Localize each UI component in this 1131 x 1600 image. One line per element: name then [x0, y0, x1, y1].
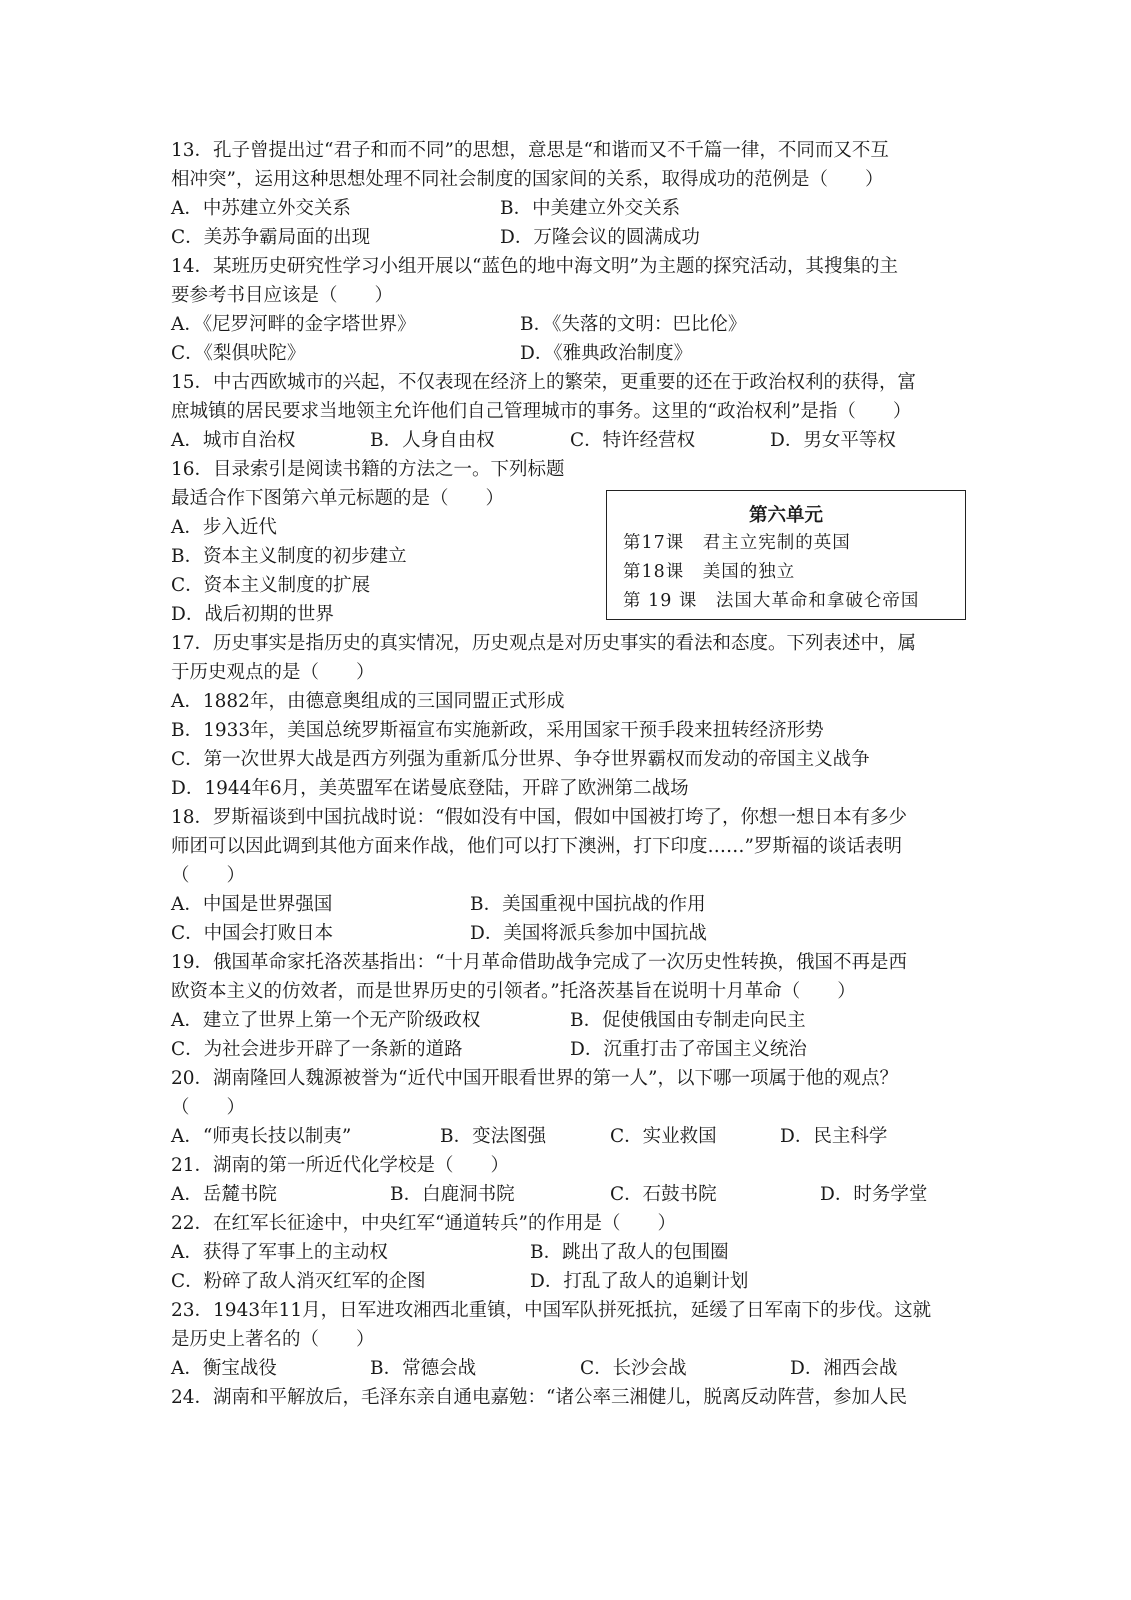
q17-option-d: D．1944年6月，美英盟军在诺曼底登陆，开辟了欧洲第二战场: [171, 778, 689, 799]
q19-option-c: C．为社会进步开辟了一条新的道路: [171, 1039, 463, 1060]
q22-option-a: A．获得了军事上的主动权: [171, 1242, 388, 1263]
q20-option-c: C．实业救国: [610, 1126, 717, 1147]
q23-stem-line2: 是历史上著名的（ ）: [171, 1329, 375, 1350]
toc-title: 第六单元: [748, 505, 823, 526]
q20-option-b: B．变法图强: [440, 1126, 547, 1147]
q18-option-b: B．美国重视中国抗战的作用: [470, 894, 706, 915]
toc-row: 第17课 君主立宪制的英国: [623, 533, 851, 553]
q18-option-a: A．中国是世界强国: [171, 894, 333, 915]
q19-option-b: B．促使俄国由专制走向民主: [570, 1010, 806, 1031]
q16-stem-line1: 16．目录索引是阅读书籍的方法之一。下列标题: [171, 459, 565, 480]
q22-stem-line1: 22．在红军长征途中，中央红军“通道转兵”的作用是（ ）: [171, 1213, 676, 1234]
q13-option-d: D．万隆会议的圆满成功: [500, 227, 700, 248]
q14-option-a: A．《尼罗河畔的金字塔世界》: [171, 314, 416, 335]
q15-option-b: B．人身自由权: [370, 430, 495, 451]
q18-stem-line3: （ ）: [171, 865, 246, 886]
q18-option-d: D．美国将派兵参加中国抗战: [470, 923, 707, 944]
q19-stem-line1: 19．俄国革命家托洛茨基指出：“十月革命借助战争完成了一次历史性转换，俄国不再是西: [171, 952, 908, 973]
q14-option-b: B．《失落的文明：巴比伦》: [520, 314, 747, 335]
q17-stem-line2: 于历史观点的是（ ）: [171, 662, 375, 683]
q23-option-b: B．常德会战: [370, 1358, 477, 1379]
toc-row: 第18课 美国的独立: [623, 562, 796, 582]
q20-stem-line2: （ ）: [171, 1097, 246, 1118]
q15-option-a: A．城市自治权: [171, 430, 296, 451]
q18-option-c: C．中国会打败日本: [171, 923, 334, 944]
q21-option-d: D．时务学堂: [820, 1184, 928, 1205]
q20-option-d: D．民主科学: [780, 1126, 888, 1147]
q16-option-c: C．资本主义制度的扩展: [171, 575, 371, 596]
q21-stem-line1: 21．湖南的第一所近代化学校是（ ）: [171, 1155, 510, 1176]
q17-stem-line1: 17．历史事实是指历史的真实情况，历史观点是对历史事实的看法和态度。下列表述中，属: [171, 633, 917, 654]
q15-option-c: C．特许经营权: [570, 430, 696, 451]
q23-option-d: D．湘西会战: [790, 1358, 898, 1379]
q15-option-d: D．男女平等权: [770, 430, 896, 451]
q19-stem-line2: 欧资本主义的仿效者，而是世界历史的引领者。”托洛茨基旨在说明十月革命（ ）: [171, 981, 856, 1002]
q13-option-c: C．美苏争霸局面的出现: [171, 227, 371, 248]
q23-option-a: A．衡宝战役: [171, 1358, 277, 1379]
q21-option-b: B．白鹿洞书院: [390, 1184, 515, 1205]
q22-option-b: B．跳出了敌人的包围圈: [530, 1242, 729, 1263]
q14-stem-line1: 14．某班历史研究性学习小组开展以“蓝色的地中海文明”为主题的探究活动，其搜集的主: [171, 256, 898, 277]
q17-option-a: A．1882年，由德意奥组成的三国同盟正式形成: [171, 691, 565, 712]
q13-stem-line1: 13．孔子曾提出过“君子和而不同”的思想，意思是“和谐而又不千篇一律，不同而又不互: [171, 140, 889, 161]
q14-option-d: D．《雅典政治制度》: [520, 343, 693, 364]
q19-option-a: A．建立了世界上第一个无产阶级政权: [171, 1010, 481, 1031]
q22-option-d: D．打乱了敌人的追剿计划: [530, 1271, 749, 1292]
q17-option-c: C．第一次世界大战是西方列强为重新瓜分世界、争夺世界霸权而发动的帝国主义战争: [171, 749, 870, 770]
q20-option-a: A．“师夷长技以制夷”: [171, 1126, 352, 1147]
q21-option-c: C．石鼓书院: [610, 1184, 717, 1205]
q22-option-c: C．粉碎了敌人消灭红军的企图: [171, 1271, 426, 1292]
q15-stem-line2: 庶城镇的居民要求当地领主允许他们自己管理城市的事务。这里的“政治权利”是指（ ）: [171, 401, 912, 422]
q17-option-b: B．1933年，美国总统罗斯福宣布实施新政，采用国家干预手段来扭转经济形势: [171, 720, 824, 741]
q18-stem-line1: 18．罗斯福谈到中国抗战时说：“假如没有中国，假如中国被打垮了，你想一想日本有多少: [171, 807, 908, 828]
q16-stem-line2: 最适合作下图第六单元标题的是（ ）: [171, 488, 505, 509]
q21-option-a: A．岳麓书院: [171, 1184, 277, 1205]
q24-stem-line1: 24．湖南和平解放后，毛泽东亲自通电嘉勉：“诸公率三湘健儿，脱离反动阵营，参加人民: [171, 1387, 908, 1408]
q16-option-a: A．步入近代: [171, 517, 277, 538]
q20-stem-line1: 20．湖南隆回人魏源被誉为“近代中国开眼看世界的第一人”，以下哪一项属于他的观点？: [171, 1068, 898, 1089]
q13-option-a: A．中苏建立外交关系: [171, 198, 351, 219]
q18-stem-line2: 师团可以因此调到其他方面来作战，他们可以打下澳洲，打下印度……”罗斯福的谈话表明: [171, 836, 902, 857]
q16-option-d: D．战后初期的世界: [171, 604, 334, 625]
q16-option-b: B．资本主义制度的初步建立: [171, 546, 407, 567]
q23-option-c: C．长沙会战: [580, 1358, 687, 1379]
q13-option-b: B．中美建立外交关系: [500, 198, 681, 219]
toc-row: 第 19 课 法国大革命和拿破仑帝国: [623, 591, 920, 611]
q19-option-d: D．沉重打击了帝国主义统治: [570, 1039, 807, 1060]
q14-stem-line2: 要参考书目应该是（ ）: [171, 285, 394, 306]
q13-stem-line2: 相冲突”，运用这种思想处理不同社会制度的国家间的关系，取得成功的范例是（ ）: [171, 169, 884, 190]
q23-stem-line1: 23．1943年11月，日军进攻湘西北重镇，中国军队拼死抵抗，延缓了日军南下的步伐。这就: [171, 1300, 932, 1321]
q15-stem-line1: 15．中古西欧城市的兴起，不仅表现在经济上的繁荣，更重要的还在于政治权利的获得，富: [171, 372, 917, 393]
unit-six-table-of-contents: [606, 490, 966, 620]
q14-option-c: C．《梨俱吠陀》: [171, 343, 306, 364]
